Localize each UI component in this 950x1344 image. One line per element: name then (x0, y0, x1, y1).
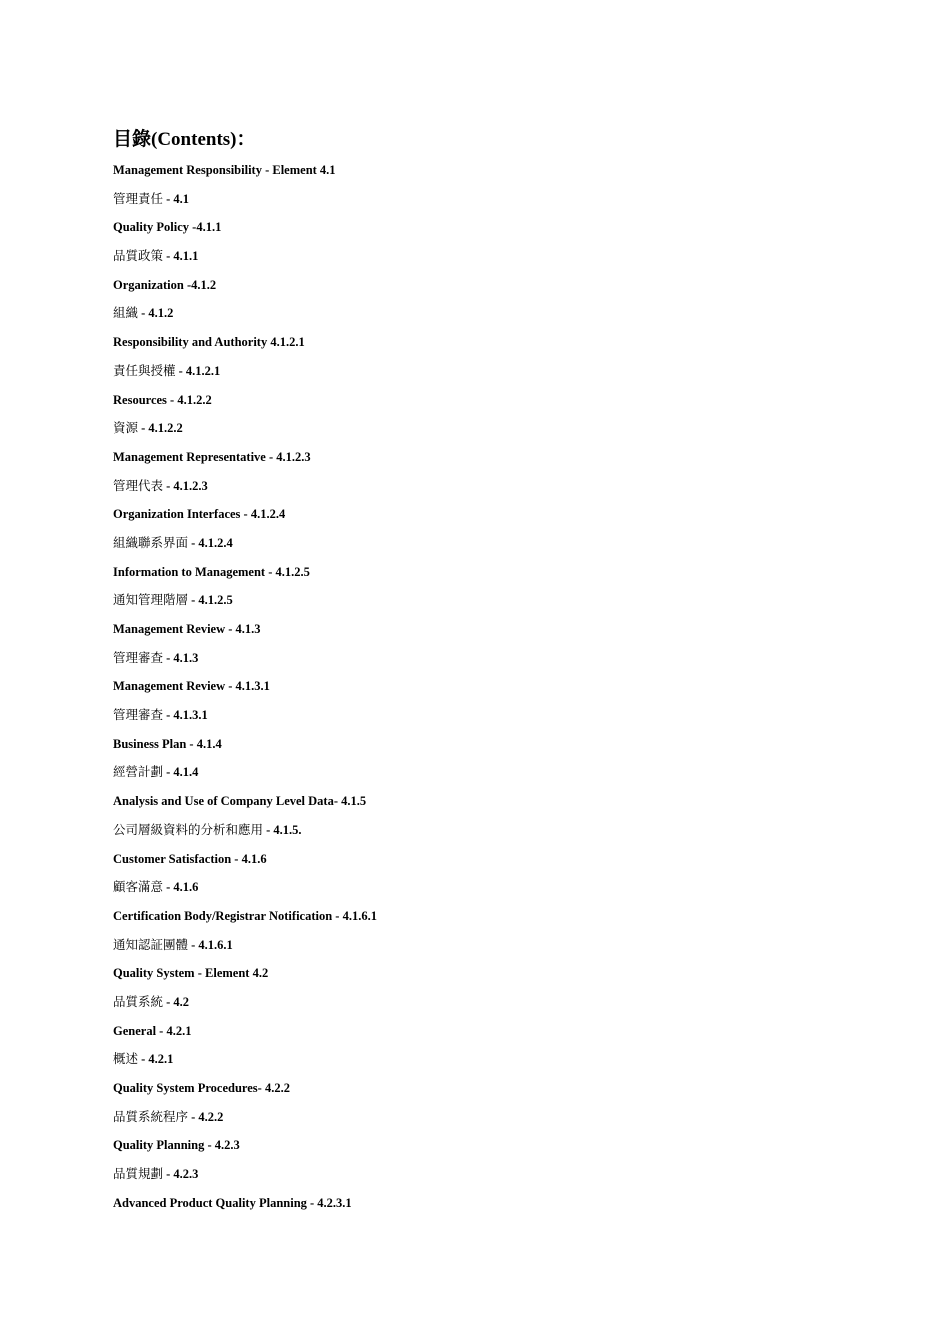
toc-entry-label: 概述 (113, 1052, 139, 1067)
toc-entry: Business Plan - 4.1.4 (113, 736, 222, 751)
toc-entry (113, 758, 873, 787)
toc-entry-label: 管理審查 (113, 650, 164, 665)
toc-entry-number: - 4.1.2.2 (138, 421, 183, 436)
toc-entry-label: 管理責任 (113, 191, 164, 206)
toc-entry: Responsibility and Authority 4.1.2.1 (113, 335, 305, 350)
toc-entry-number: - 4.1.2.5 (188, 593, 233, 608)
toc-entry-number: - 4.1.6 (163, 880, 199, 895)
toc-entry-label: 管理代表 (113, 478, 164, 493)
toc-entry-label: 組織 (113, 306, 139, 321)
toc-entry: Customer Satisfaction - 4.1.6 (113, 851, 267, 866)
toc-title: 目錄(Contents)： (113, 129, 256, 150)
toc-entry-label: 顧客滿意 (113, 880, 164, 895)
toc-entry-label: 經營計劃 (113, 765, 164, 780)
toc-entry: Organization -4.1.2 (113, 277, 217, 292)
toc-entry (113, 1160, 873, 1189)
toc-entry: Advanced Product Quality Planning - 4.2.3.1 (113, 1195, 352, 1210)
toc-entry: Quality Policy -4.1.1 (113, 220, 222, 235)
toc-entry-label: 公司層級資料的分析和應用 (113, 822, 264, 837)
table-of-contents (113, 126, 873, 1217)
toc-entry-number: - 4.1.3 (163, 650, 199, 665)
toc-entry: Management Representative - 4.1.2.3 (113, 449, 311, 464)
toc-entry (113, 644, 873, 673)
toc-entry-number: - 4.2.2 (188, 1109, 224, 1124)
toc-entry (113, 185, 873, 214)
toc-entry (113, 931, 873, 960)
toc-entry (113, 586, 873, 615)
toc-entry-number: - 4.2 (163, 994, 190, 1009)
toc-entry-number: - 4.1.2.3 (163, 478, 208, 493)
toc-entry (113, 299, 873, 328)
toc-entry-label: 組織聯系界面 (113, 535, 189, 550)
toc-entry (113, 472, 873, 501)
toc-entry-number: - 4.2.3 (163, 1167, 199, 1182)
toc-entry-label: 品質規劃 (113, 1167, 164, 1182)
toc-entry-number: - 4.1.2.1 (175, 363, 221, 378)
toc-entry: Quality System Procedures- 4.2.2 (113, 1081, 290, 1095)
toc-entry: Analysis and Use of Company Level Data- 4.1.5 (113, 794, 367, 809)
toc-entry (113, 529, 873, 558)
toc-entry-label: 管理審查 (113, 708, 164, 723)
toc-entry: General - 4.2.1 (113, 1023, 192, 1038)
toc-entry: Quality System - Element 4.2 (113, 966, 269, 981)
toc-entry-label: 品質系統程序 (113, 1109, 189, 1124)
toc-entry (113, 816, 873, 845)
toc-entry-number: - 4.2.1 (138, 1052, 174, 1067)
toc-entry: Management Responsibility - Element 4.1 (113, 163, 336, 177)
toc-entry (113, 873, 873, 902)
toc-entry (113, 414, 873, 443)
toc-entry-number: - 4.1 (163, 191, 190, 206)
toc-entry-label: 通知管理階層 (113, 593, 189, 608)
toc-entry-number: - 4.1.4 (163, 765, 199, 780)
toc-list (113, 156, 873, 1217)
toc-entry (113, 357, 873, 386)
toc-entry: Information to Management - 4.1.2.5 (113, 564, 310, 579)
toc-entry (113, 1103, 873, 1132)
toc-entry: Resources - 4.1.2.2 (113, 392, 212, 407)
toc-entry-number: - 4.1.5. (263, 822, 302, 837)
toc-entry: Management Review - 4.1.3 (113, 622, 261, 636)
toc-entry (113, 988, 873, 1017)
toc-entry-label: 資源 (113, 421, 139, 436)
toc-entry-label: 通知認証團體 (113, 937, 189, 952)
toc-entry-number: - 4.1.2.4 (188, 535, 233, 550)
toc-entry: Organization Interfaces - 4.1.2.4 (113, 507, 286, 522)
toc-entry: Quality Planning - 4.2.3 (113, 1138, 240, 1153)
toc-entry (113, 701, 873, 730)
toc-entry-label: 責任與授權 (113, 363, 176, 378)
toc-entry-number: - 4.1.1 (163, 249, 199, 264)
toc-entry-label: 品質系統 (113, 994, 164, 1009)
toc-entry-label: 品質政策 (113, 249, 164, 264)
toc-entry (113, 1045, 873, 1074)
toc-entry-number: - 4.1.6.1 (188, 937, 233, 952)
toc-entry: Certification Body/Registrar Notification - 4.1.6.1 (113, 908, 377, 923)
toc-entry-number: - 4.1.3.1 (163, 708, 208, 723)
toc-entry: Management Review - 4.1.3.1 (113, 679, 270, 694)
toc-entry (113, 242, 873, 271)
toc-entry-number: - 4.1.2 (138, 306, 174, 321)
